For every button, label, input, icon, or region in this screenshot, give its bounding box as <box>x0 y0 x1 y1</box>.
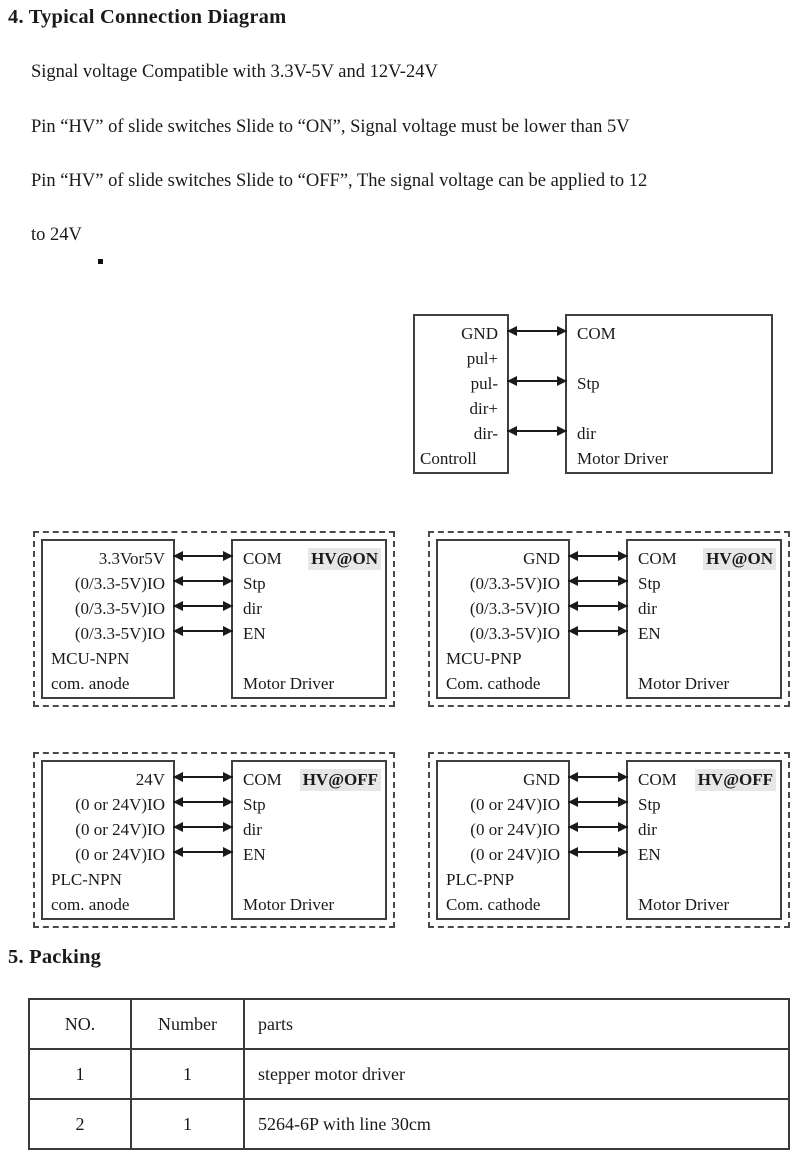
pin-label: 3.3Vor5V <box>98 549 165 568</box>
spacer-row <box>233 646 385 671</box>
pin-label: (0/3.3-5V)IO <box>74 599 165 618</box>
pin-label: dir <box>638 599 657 618</box>
pin-label: (0/3.3-5V)IO <box>469 574 560 593</box>
spacer-row <box>628 646 780 671</box>
bidirectional-arrow-icon <box>507 330 567 332</box>
device-label: Motor Driver <box>577 449 669 468</box>
bidirectional-arrow-icon <box>173 826 233 828</box>
wire-gap <box>570 539 626 699</box>
hv-mode-badge: HV@ON <box>703 548 776 570</box>
pin-label: (0 or 24V)IO <box>470 820 560 839</box>
bidirectional-arrow-icon <box>173 580 233 582</box>
pin-label: EN <box>243 845 266 864</box>
pin-label: Stp <box>243 795 266 814</box>
bidirectional-arrow-icon <box>568 851 628 853</box>
pin-label: dir <box>243 599 262 618</box>
spacer-row <box>628 867 780 892</box>
pin-label: Stp <box>243 574 266 593</box>
pin-label: GND <box>461 324 498 343</box>
pin-label: dir <box>638 820 657 839</box>
pin-label: COM <box>638 770 677 789</box>
device-label: PLC-NPN <box>51 870 122 889</box>
wire-gap <box>175 760 231 920</box>
pin-label: COM <box>243 770 282 789</box>
common-label: com. anode <box>51 674 130 693</box>
mcu-npn-box <box>41 539 175 699</box>
bidirectional-arrow-icon <box>568 580 628 582</box>
pin-label: EN <box>638 845 661 864</box>
pin-label: COM <box>243 549 282 568</box>
pin-label: (0/3.3-5V)IO <box>469 599 560 618</box>
pin-label: (0 or 24V)IO <box>470 845 560 864</box>
cell-number: 1 <box>131 1099 244 1149</box>
bidirectional-arrow-icon <box>568 630 628 632</box>
pin-label: (0 or 24V)IO <box>75 820 165 839</box>
wire-gap <box>570 760 626 920</box>
pin-label: dir+ <box>469 399 498 418</box>
device-label: Motor Driver <box>638 895 730 914</box>
device-label: PLC-PNP <box>446 870 515 889</box>
common-label: Com. cathode <box>446 674 541 693</box>
device-label: Motor Driver <box>638 674 730 693</box>
paragraph-line: Signal voltage Compatible with 3.3V-5V and 12V-24V <box>31 62 438 82</box>
mcu-pnp-box <box>436 539 570 699</box>
spacer-row <box>233 867 385 892</box>
paragraph-line: Pin “HV” of slide switches Slide to “ON”, Signal voltage must be lower than 5V <box>31 117 630 137</box>
motor-driver-box <box>626 760 782 920</box>
pin-label: (0 or 24V)IO <box>75 845 165 864</box>
section5-heading: 5. Packing <box>8 946 102 968</box>
pin-label: 24V <box>135 770 165 789</box>
pin-label: (0/3.3-5V)IO <box>74 574 165 593</box>
bidirectional-arrow-icon <box>173 851 233 853</box>
spacer-row <box>567 346 771 371</box>
pin-label: GND <box>523 549 560 568</box>
pin-label: Stp <box>577 374 600 393</box>
common-label: com. anode <box>51 895 130 914</box>
pin-label: COM <box>638 549 677 568</box>
motor-driver-box <box>231 760 387 920</box>
column-header-number: Number <box>131 999 244 1049</box>
paragraph-line: to 24V <box>31 225 82 245</box>
spacer-row <box>567 396 771 421</box>
bidirectional-arrow-icon <box>568 776 628 778</box>
plc-npn-box <box>41 760 175 920</box>
cell-no: 2 <box>29 1099 131 1149</box>
pin-label: COM <box>577 324 616 343</box>
diagram-plc-pnp <box>428 752 790 928</box>
hv-mode-badge: HV@OFF <box>695 769 776 791</box>
pin-label: dir- <box>473 424 498 443</box>
controller-diagram <box>413 314 773 474</box>
pin-label: pul+ <box>466 349 498 368</box>
cell-number: 1 <box>131 1049 244 1099</box>
pin-label: (0 or 24V)IO <box>75 795 165 814</box>
device-label: MCU-NPN <box>51 649 130 668</box>
bidirectional-arrow-icon <box>173 801 233 803</box>
bidirectional-arrow-icon <box>173 630 233 632</box>
wire-gap <box>509 314 565 474</box>
device-label: Motor Driver <box>243 895 335 914</box>
device-label: Motor Driver <box>243 674 335 693</box>
bidirectional-arrow-icon <box>173 776 233 778</box>
device-label: Controll <box>420 449 477 468</box>
table-row <box>29 1049 789 1099</box>
hv-mode-badge: HV@OFF <box>300 769 381 791</box>
paragraph-line: Pin “HV” of slide switches Slide to “OFF”, The signal voltage can be applied to 12 <box>31 171 648 191</box>
pin-label: dir <box>577 424 596 443</box>
wire-gap <box>175 539 231 699</box>
cell-parts: 5264-6P with line 30cm <box>244 1099 789 1149</box>
bidirectional-arrow-icon <box>507 380 567 382</box>
pin-label: Stp <box>638 795 661 814</box>
column-header-parts: parts <box>244 999 789 1049</box>
motor-driver-box <box>565 314 773 474</box>
bidirectional-arrow-icon <box>568 555 628 557</box>
pin-label: dir <box>243 820 262 839</box>
pin-label: Stp <box>638 574 661 593</box>
bidirectional-arrow-icon <box>568 801 628 803</box>
pin-label: pul- <box>470 374 498 393</box>
common-label: Com. cathode <box>446 895 541 914</box>
section4-heading: 4. Typical Connection Diagram <box>8 6 287 28</box>
pin-label: (0/3.3-5V)IO <box>469 624 560 643</box>
bidirectional-arrow-icon <box>568 605 628 607</box>
pin-label: (0 or 24V)IO <box>470 795 560 814</box>
bidirectional-arrow-icon <box>173 555 233 557</box>
pin-label: EN <box>243 624 266 643</box>
motor-driver-box <box>231 539 387 699</box>
controller-box <box>413 314 509 474</box>
cell-parts: stepper motor driver <box>244 1049 789 1099</box>
hv-mode-badge: HV@ON <box>308 548 381 570</box>
plc-pnp-box <box>436 760 570 920</box>
diagram-mcu-pnp <box>428 531 790 707</box>
table-header-row <box>29 999 789 1049</box>
motor-driver-box <box>626 539 782 699</box>
device-label: MCU-PNP <box>446 649 522 668</box>
cell-no: 1 <box>29 1049 131 1099</box>
bidirectional-arrow-icon <box>568 826 628 828</box>
pin-label: EN <box>638 624 661 643</box>
packing-table <box>28 998 790 1150</box>
bidirectional-arrow-icon <box>173 605 233 607</box>
diagram-plc-npn <box>33 752 395 928</box>
bidirectional-arrow-icon <box>507 430 567 432</box>
period-dot <box>98 259 103 264</box>
pin-label: GND <box>523 770 560 789</box>
diagram-mcu-npn <box>33 531 395 707</box>
column-header-no: NO. <box>29 999 131 1049</box>
table-row <box>29 1099 789 1149</box>
pin-label: (0/3.3-5V)IO <box>74 624 165 643</box>
